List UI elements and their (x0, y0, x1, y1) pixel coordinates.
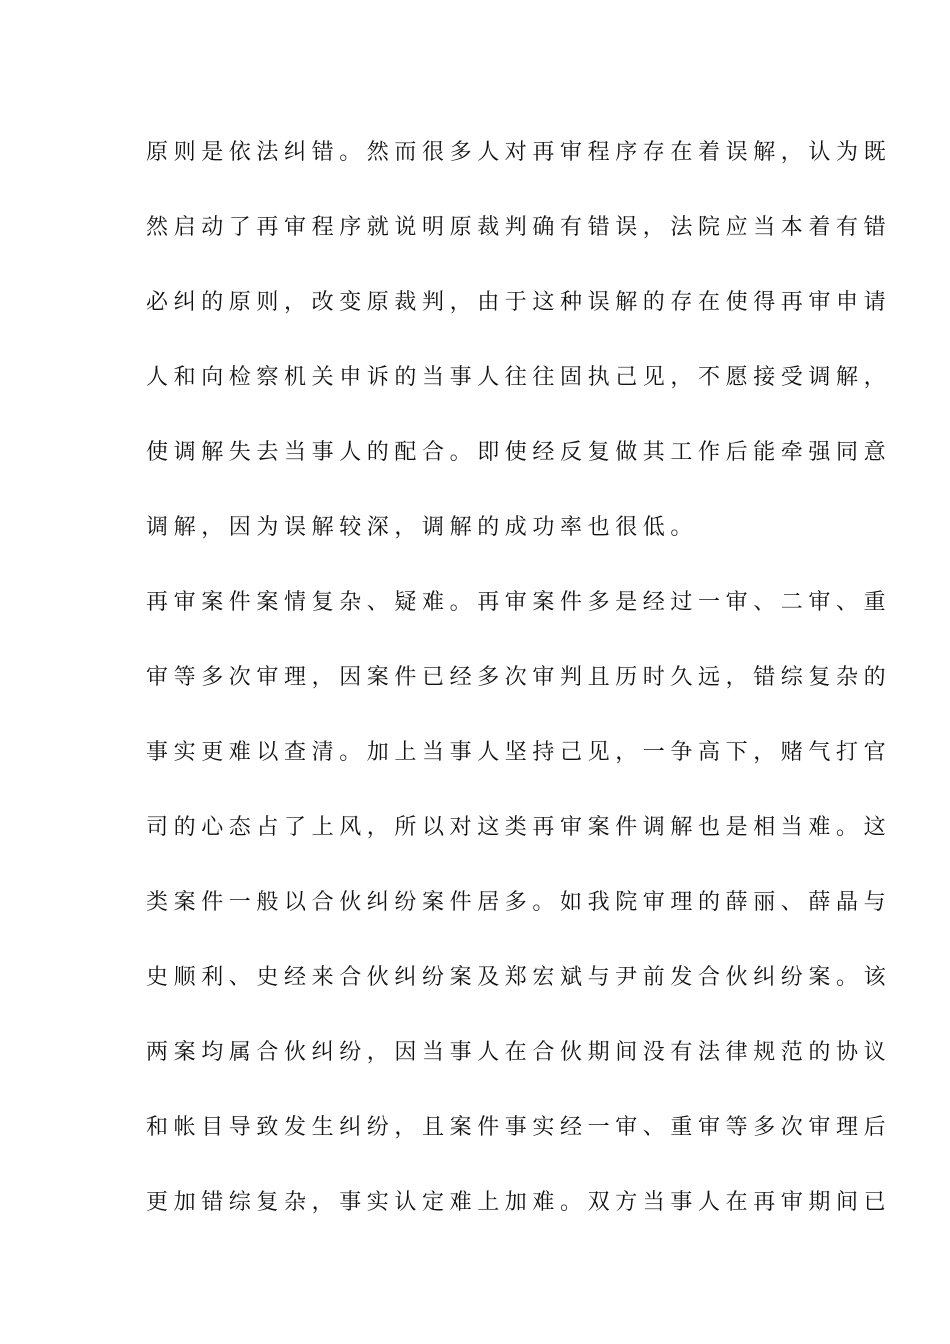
text-line: 事实更难以查清。加上当事人坚持己见，一争高下，赌气打官 (146, 740, 892, 765)
text-line: 类案件一般以合伙纠纷案件居多。如我院审理的薛丽、薛晶与 (146, 890, 892, 915)
text-line: 更加错综复杂，事实认定难上加难。双方当事人在再审期间已 (146, 1190, 892, 1215)
text-line: 必纠的原则，改变原裁判，由于这种误解的存在使得再审申请 (146, 290, 892, 315)
text-line: 司的心态占了上风，所以对这类再审案件调解也是相当难。这 (146, 815, 892, 840)
text-line: 史顺利、史经来合伙纠纷案及郑宏斌与尹前发合伙纠纷案。该 (146, 965, 892, 990)
text-line: 审等多次审理，因案件已经多次审判且历时久远，错综复杂的 (146, 665, 892, 690)
text-line: 使调解失去当事人的配合。即使经反复做其工作后能牵强同意 (146, 440, 892, 465)
text-line: 两案均属合伙纠纷，因当事人在合伙期间没有法律规范的协议 (146, 1040, 892, 1065)
text-line: 原则是依法纠错。然而很多人对再审程序存在着误解，认为既 (146, 140, 892, 165)
text-line: 然启动了再审程序就说明原裁判确有错误，法院应当本着有错 (146, 215, 892, 240)
text-line: 和帐目导致发生纠纷，且案件事实经一审、重审等多次审理后 (146, 1115, 892, 1140)
text-line: 再审案件案情复杂、疑难。再审案件多是经过一审、二审、重 (146, 590, 892, 615)
body-text (146, 128, 892, 1253)
text-line: 调解，因为误解较深，调解的成功率也很低。 (146, 515, 699, 540)
text-line: 人和向检察机关申诉的当事人往往固执己见，不愿接受调解， (146, 365, 892, 390)
